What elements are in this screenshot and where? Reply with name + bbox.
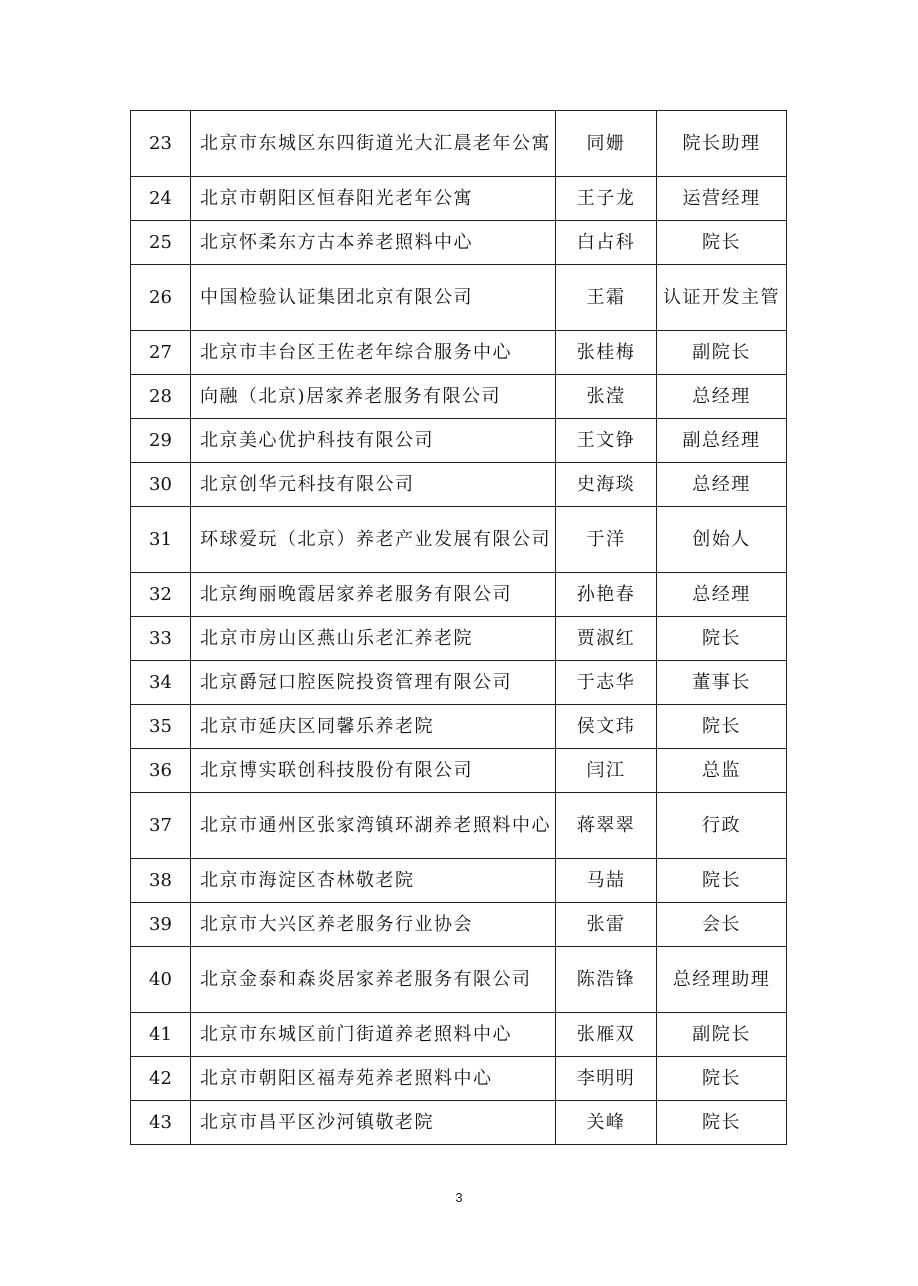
person-name-cell: 张滢 <box>556 375 657 419</box>
row-number-cell: 35 <box>131 705 191 749</box>
member-table-body <box>131 111 787 1145</box>
row-number-cell: 28 <box>131 375 191 419</box>
job-title-cell: 认证开发主管 <box>657 265 787 331</box>
table-row <box>131 1057 787 1101</box>
person-name-cell: 陈浩锋 <box>556 947 657 1013</box>
person-name-cell: 白占科 <box>556 221 657 265</box>
table-row <box>131 705 787 749</box>
organization-cell: 北京市房山区燕山乐老汇养老院 <box>191 617 556 661</box>
organization-cell: 北京市大兴区养老服务行业协会 <box>191 903 556 947</box>
job-title-cell: 院长 <box>657 705 787 749</box>
organization-cell: 北京市昌平区沙河镇敬老院 <box>191 1101 556 1145</box>
job-title-cell: 会长 <box>657 903 787 947</box>
row-number-cell: 29 <box>131 419 191 463</box>
organization-cell: 北京金泰和森炎居家养老服务有限公司 <box>191 947 556 1013</box>
row-number-cell: 32 <box>131 573 191 617</box>
job-title-cell: 总经理助理 <box>657 947 787 1013</box>
table-row <box>131 507 787 573</box>
organization-cell: 北京爵冠口腔医院投资管理有限公司 <box>191 661 556 705</box>
organization-cell: 北京美心优护科技有限公司 <box>191 419 556 463</box>
table-row <box>131 463 787 507</box>
person-name-cell: 张雷 <box>556 903 657 947</box>
person-name-cell: 王霜 <box>556 265 657 331</box>
job-title-cell: 总监 <box>657 749 787 793</box>
job-title-cell: 行政 <box>657 793 787 859</box>
member-table <box>130 110 787 1145</box>
row-number-cell: 26 <box>131 265 191 331</box>
row-number-cell: 43 <box>131 1101 191 1145</box>
row-number-cell: 36 <box>131 749 191 793</box>
organization-cell: 北京市通州区张家湾镇环湖养老照料中心 <box>191 793 556 859</box>
person-name-cell: 侯文玮 <box>556 705 657 749</box>
person-name-cell: 李明明 <box>556 1057 657 1101</box>
table-row <box>131 111 787 177</box>
organization-cell: 中国检验认证集团北京有限公司 <box>191 265 556 331</box>
person-name-cell: 同姗 <box>556 111 657 177</box>
job-title-cell: 院长 <box>657 221 787 265</box>
person-name-cell: 史海琰 <box>556 463 657 507</box>
organization-cell: 北京怀柔东方古本养老照料中心 <box>191 221 556 265</box>
row-number-cell: 38 <box>131 859 191 903</box>
table-row <box>131 331 787 375</box>
row-number-cell: 41 <box>131 1013 191 1057</box>
organization-cell: 北京市朝阳区恒春阳光老年公寓 <box>191 177 556 221</box>
row-number-cell: 25 <box>131 221 191 265</box>
organization-cell: 环球爱玩（北京）养老产业发展有限公司 <box>191 507 556 573</box>
person-name-cell: 马喆 <box>556 859 657 903</box>
organization-cell: 北京绚丽晚霞居家养老服务有限公司 <box>191 573 556 617</box>
job-title-cell: 总经理 <box>657 573 787 617</box>
row-number-cell: 40 <box>131 947 191 1013</box>
job-title-cell: 院长 <box>657 1101 787 1145</box>
person-name-cell: 关峰 <box>556 1101 657 1145</box>
table-row <box>131 859 787 903</box>
job-title-cell: 总经理 <box>657 375 787 419</box>
person-name-cell: 王文铮 <box>556 419 657 463</box>
person-name-cell: 张桂梅 <box>556 331 657 375</box>
organization-cell: 北京市东城区前门街道养老照料中心 <box>191 1013 556 1057</box>
row-number-cell: 30 <box>131 463 191 507</box>
page-number: 3 <box>455 1190 463 1205</box>
job-title-cell: 董事长 <box>657 661 787 705</box>
row-number-cell: 34 <box>131 661 191 705</box>
organization-cell: 北京创华元科技有限公司 <box>191 463 556 507</box>
table-row <box>131 177 787 221</box>
organization-cell: 北京市延庆区同馨乐养老院 <box>191 705 556 749</box>
job-title-cell: 副总经理 <box>657 419 787 463</box>
organization-cell: 向融（北京)居家养老服务有限公司 <box>191 375 556 419</box>
table-row <box>131 749 787 793</box>
row-number-cell: 24 <box>131 177 191 221</box>
organization-cell: 北京市东城区东四街道光大汇晨老年公寓 <box>191 111 556 177</box>
row-number-cell: 39 <box>131 903 191 947</box>
job-title-cell: 总经理 <box>657 463 787 507</box>
job-title-cell: 院长 <box>657 1057 787 1101</box>
person-name-cell: 闫江 <box>556 749 657 793</box>
organization-cell: 北京博实联创科技股份有限公司 <box>191 749 556 793</box>
job-title-cell: 院长助理 <box>657 111 787 177</box>
person-name-cell: 张雁双 <box>556 1013 657 1057</box>
table-row <box>131 617 787 661</box>
row-number-cell: 37 <box>131 793 191 859</box>
table-row <box>131 419 787 463</box>
organization-cell: 北京市丰台区王佐老年综合服务中心 <box>191 331 556 375</box>
person-name-cell: 王子龙 <box>556 177 657 221</box>
organization-cell: 北京市海淀区杏林敬老院 <box>191 859 556 903</box>
table-row <box>131 221 787 265</box>
table-row <box>131 375 787 419</box>
person-name-cell: 于志华 <box>556 661 657 705</box>
row-number-cell: 31 <box>131 507 191 573</box>
table-row <box>131 573 787 617</box>
person-name-cell: 于洋 <box>556 507 657 573</box>
job-title-cell: 副院长 <box>657 1013 787 1057</box>
row-number-cell: 27 <box>131 331 191 375</box>
job-title-cell: 创始人 <box>657 507 787 573</box>
person-name-cell: 蒋翠翠 <box>556 793 657 859</box>
table-row <box>131 1013 787 1057</box>
row-number-cell: 42 <box>131 1057 191 1101</box>
table-row <box>131 661 787 705</box>
row-number-cell: 33 <box>131 617 191 661</box>
table-row <box>131 947 787 1013</box>
job-title-cell: 院长 <box>657 617 787 661</box>
person-name-cell: 孙艳春 <box>556 573 657 617</box>
table-row <box>131 903 787 947</box>
table-row <box>131 793 787 859</box>
row-number-cell: 23 <box>131 111 191 177</box>
table-row <box>131 1101 787 1145</box>
job-title-cell: 院长 <box>657 859 787 903</box>
table-row <box>131 265 787 331</box>
job-title-cell: 运营经理 <box>657 177 787 221</box>
person-name-cell: 贾淑红 <box>556 617 657 661</box>
organization-cell: 北京市朝阳区福寿苑养老照料中心 <box>191 1057 556 1101</box>
job-title-cell: 副院长 <box>657 331 787 375</box>
